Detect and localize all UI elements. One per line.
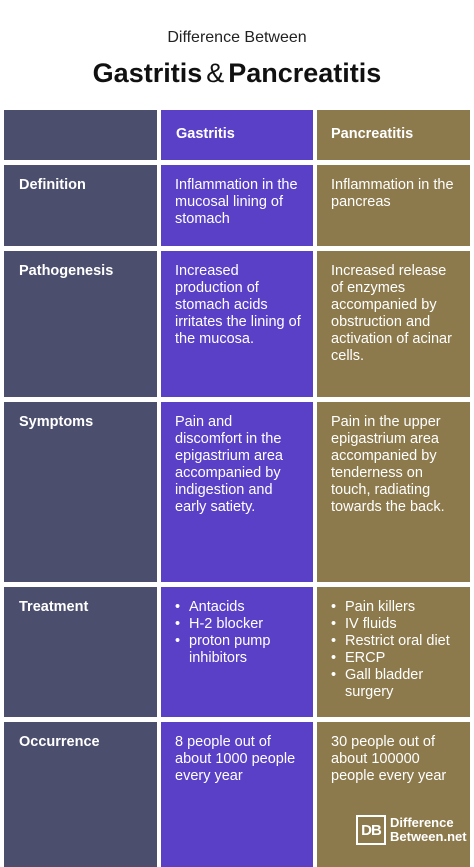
- site-logo: [356, 812, 467, 848]
- page-title: [0, 58, 474, 89]
- pancreatitis-cell: Pain in the upper epigastrium area accompanied by tenderness on touch, radiating towards the back.: [317, 402, 470, 582]
- logo-text: [390, 816, 467, 844]
- pancreatitis-cell: Inflammation in the pancreas: [317, 165, 470, 246]
- logo-line2: Between.net: [390, 829, 467, 844]
- list-item: • proton pump inhibitors: [175, 633, 303, 667]
- gastritis-cell: 8 people out of about 1000 people every year: [161, 722, 313, 867]
- pancreatitis-treatment-list: [331, 599, 460, 701]
- title-right: Pancreatitis: [228, 58, 382, 88]
- list-item: • H-2 blocker: [175, 616, 303, 633]
- row-label: Symptoms: [4, 402, 157, 582]
- list-item: • Gall bladder surgery: [331, 667, 460, 701]
- gastritis-treatment-list: [175, 599, 303, 667]
- header: [0, 0, 474, 110]
- page-subtitle: Difference Between: [167, 29, 307, 46]
- list-item: • IV fluids: [331, 616, 460, 633]
- header-cell-empty: [4, 110, 157, 160]
- table-row-pathogenesis: [0, 251, 474, 397]
- list-item: • Restrict oral diet: [331, 633, 460, 650]
- title-ampersand: &: [206, 58, 225, 88]
- table-row-treatment: [0, 587, 474, 717]
- table-header-row: [0, 110, 474, 160]
- row-label: Occurrence: [4, 722, 157, 867]
- pancreatitis-cell: [317, 587, 470, 717]
- pancreatitis-cell: Increased release of enzymes accompanied by obstruction and activation of acinar cells.: [317, 251, 470, 397]
- list-item: • Pain killers: [331, 599, 460, 616]
- gastritis-cell: [161, 587, 313, 717]
- row-label: Definition: [4, 165, 157, 246]
- logo-line1: Difference: [390, 815, 454, 830]
- list-item: • Antacids: [175, 599, 303, 616]
- row-label: Treatment: [4, 587, 157, 717]
- pancreatitis-cell: 30 people out of about 100000 people every year: [317, 722, 470, 867]
- gastritis-cell: Pain and discomfort in the epigastrium area accompanied by indigestion and early satiety.: [161, 402, 313, 582]
- row-label: Pathogenesis: [4, 251, 157, 397]
- gastritis-cell: Increased production of stomach acids irritates the lining of the mucosa.: [161, 251, 313, 397]
- table-row-symptoms: [0, 402, 474, 582]
- gastritis-cell: Inflammation in the mucosal lining of stomach: [161, 165, 313, 246]
- title-left: Gastritis: [92, 58, 203, 88]
- logo-mark: DB: [356, 815, 386, 845]
- header-cell-pancreatitis: Pancreatitis: [317, 110, 470, 160]
- list-item: • ERCP: [331, 650, 460, 667]
- table-row-definition: [0, 165, 474, 246]
- header-cell-gastritis: Gastritis: [161, 110, 313, 160]
